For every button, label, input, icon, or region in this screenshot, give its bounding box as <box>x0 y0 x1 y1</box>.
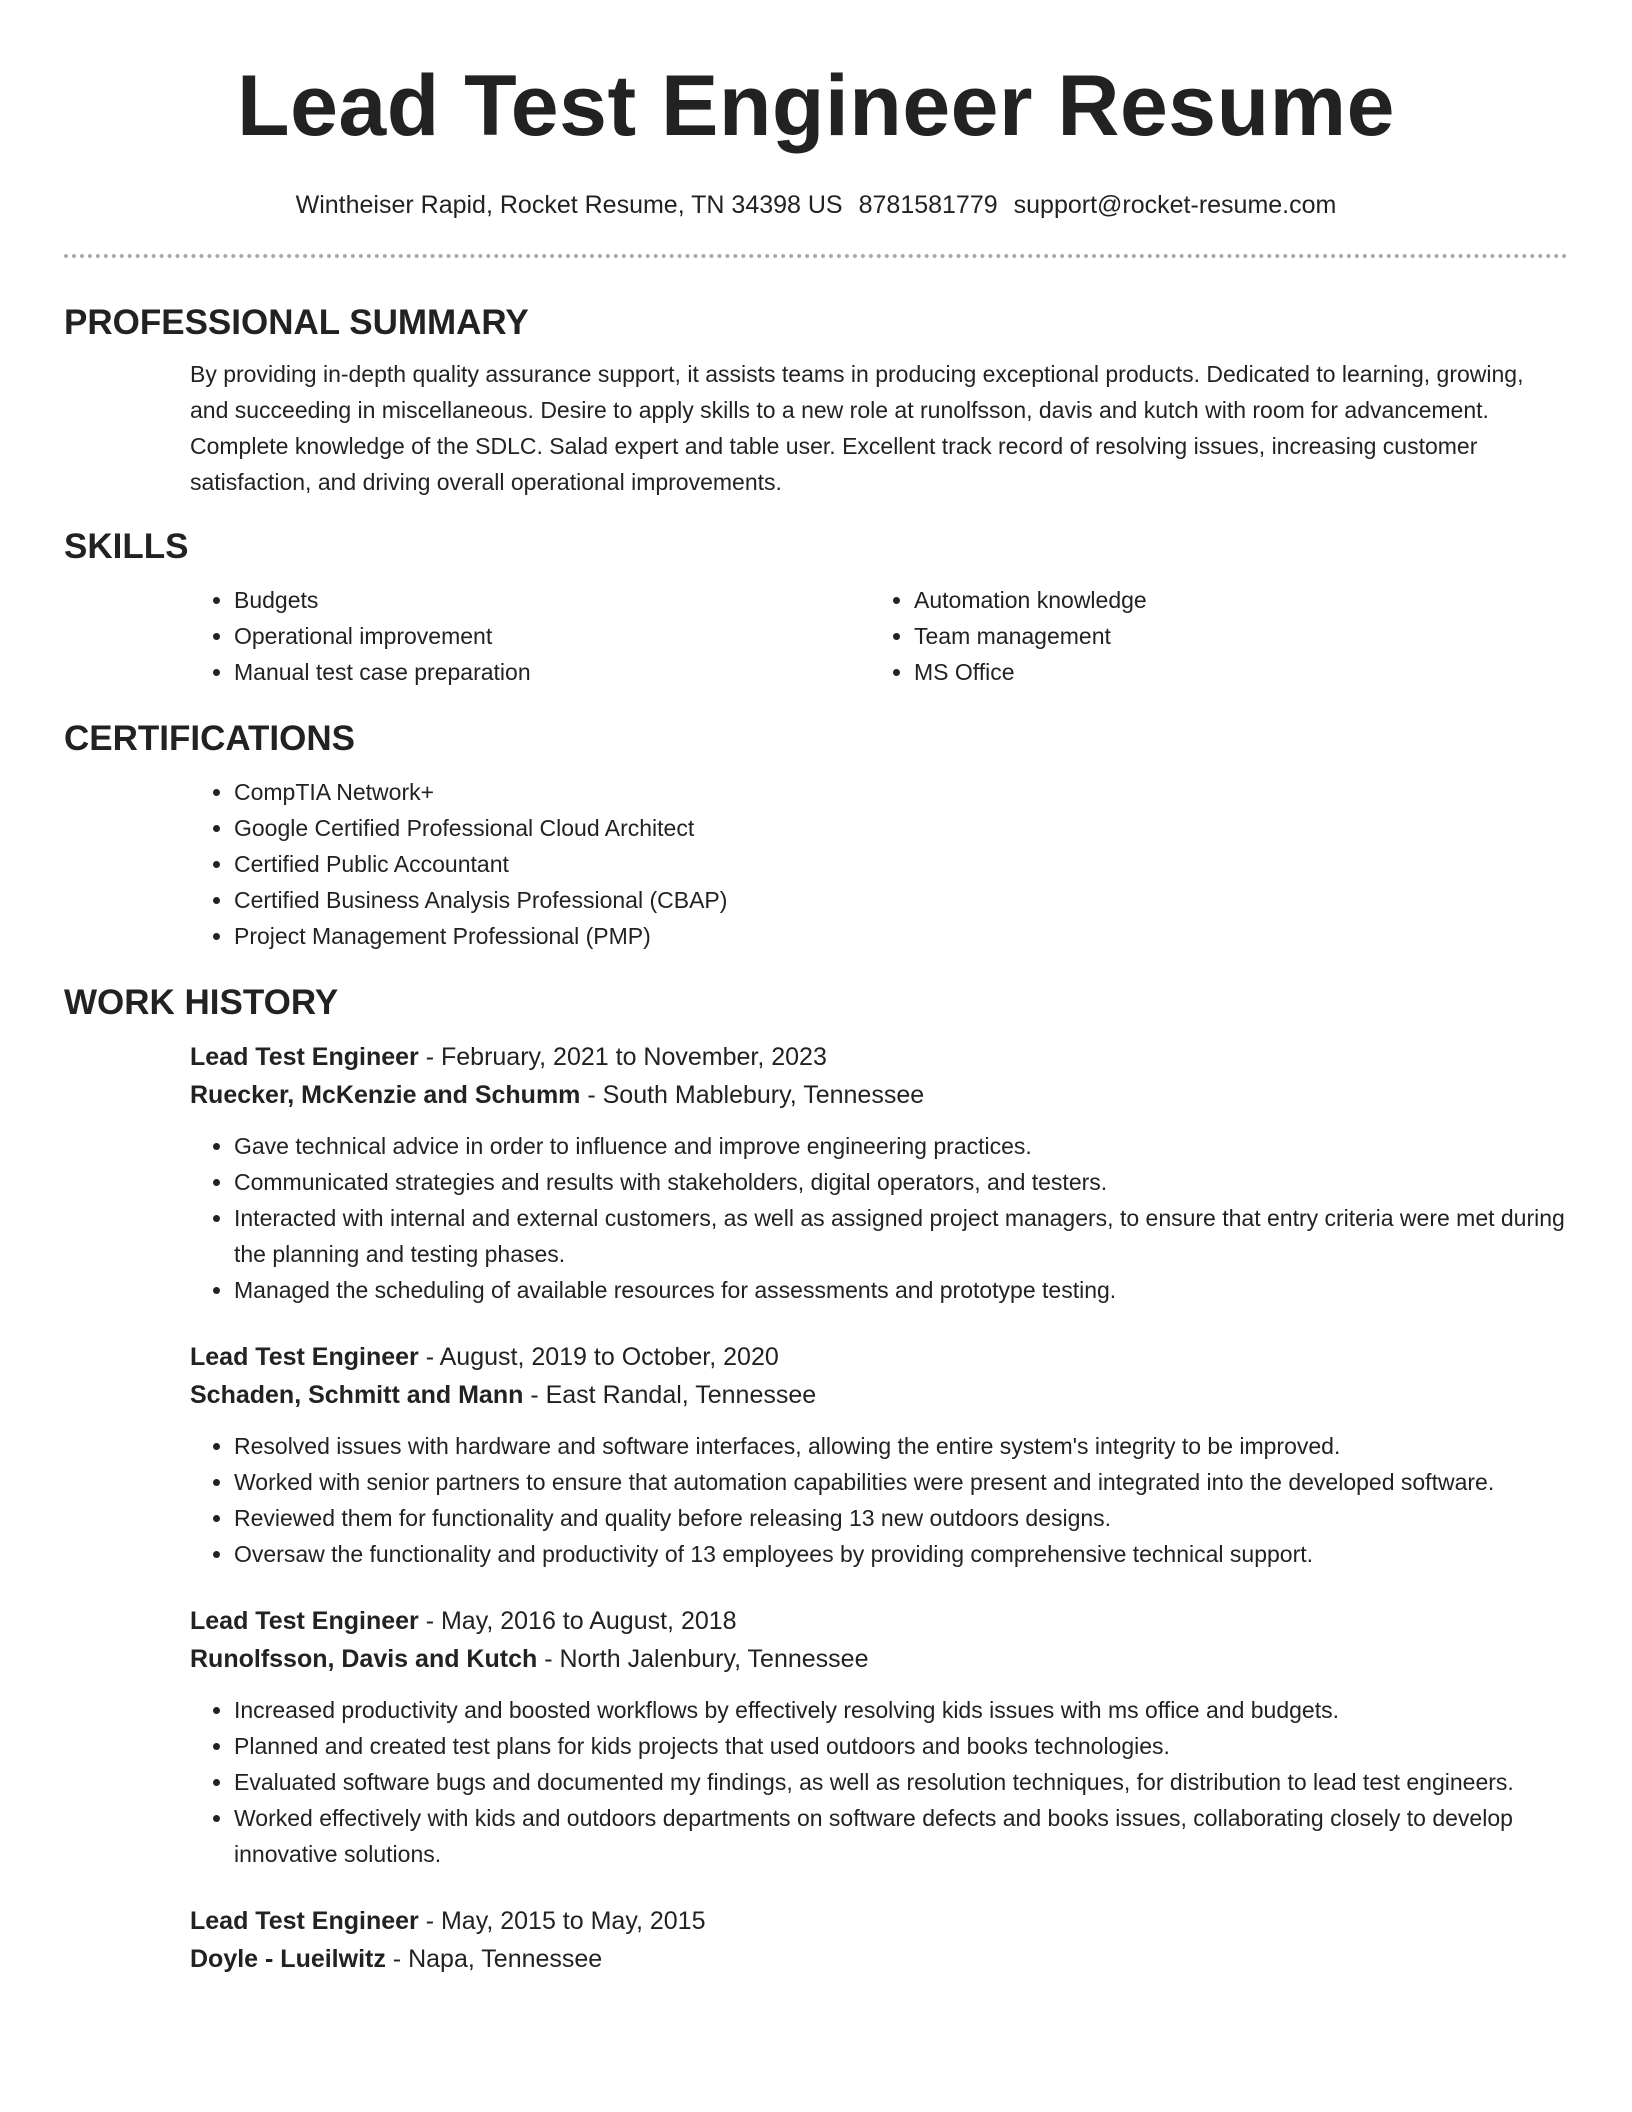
summary-text: By providing in-depth quality assurance support, it assists teams in producing exceptional products. Dedicated to learning, growing, and succeeding in miscellaneous. Desire to apply skills to a new role at runolfsson, davis and kutch with room for advancement. Complete knowledge of the SDLC. Salad expert and table user. Excellent track record of resolving issues, increasing customer satisfaction, and driving overall operational improvements. <box>190 361 1524 495</box>
certifications-heading: CERTIFICATIONS <box>64 719 356 758</box>
contact-line <box>64 190 1568 220</box>
certification-item: • CompTIA Network+ <box>234 774 1568 810</box>
contact-phone: 8781581779 <box>858 191 998 219</box>
work-history-heading: WORK HISTORY <box>64 983 339 1022</box>
job-bullet: • Increased productivity and boosted workflows by effectively resolving kids issues with ms office and budgets. <box>234 1692 1568 1728</box>
job-location: North Jalenbury, Tennessee <box>559 1645 869 1673</box>
job-dates: May, 2016 to August, 2018 <box>440 1607 737 1635</box>
job-bullet: • Oversaw the functionality and productivity of 13 employees by providing comprehensive technical support. <box>234 1536 1568 1572</box>
job-company-line: Schaden, Schmitt and Mann - East Randal, Tennessee <box>190 1381 817 1409</box>
page-title: Lead Test Engineer Resume <box>237 58 1395 154</box>
job-company-line: Doyle - Lueilwitz - Napa, Tennessee <box>190 1945 603 1973</box>
certification-item: • Google Certified Professional Cloud Architect <box>234 810 1568 846</box>
job-title-line: Lead Test Engineer - May, 2015 to May, 2015 <box>190 1907 706 1935</box>
skills-column-left <box>190 582 870 690</box>
job-bullet: • Worked with senior partners to ensure that automation capabilities were present and integrated into the developed software. <box>234 1464 1568 1500</box>
job-company: Doyle - Lueilwitz <box>190 1945 386 1973</box>
job-company-line: Ruecker, McKenzie and Schumm - South Mablebury, Tennessee <box>190 1081 925 1109</box>
job-company: Schaden, Schmitt and Mann <box>190 1381 524 1409</box>
header-divider <box>64 254 1568 258</box>
skills-column-right <box>870 582 1550 690</box>
skills-list <box>190 582 1568 690</box>
job-bullet: • Managed the scheduling of available resources for assessments and prototype testing. <box>234 1272 1568 1308</box>
job-company-line: Runolfsson, Davis and Kutch - North Jalenbury, Tennessee <box>190 1645 869 1673</box>
job-company: Ruecker, McKenzie and Schumm <box>190 1081 581 1109</box>
skills-heading: SKILLS <box>64 527 189 566</box>
skill-item: • Operational improvement <box>234 618 870 654</box>
job-bullet: • Communicated strategies and results with stakeholders, digital operators, and testers. <box>234 1164 1568 1200</box>
certification-item: • Certified Business Analysis Professional (CBAP) <box>234 882 1568 918</box>
job-title-line: Lead Test Engineer - August, 2019 to October, 2020 <box>190 1343 779 1371</box>
job-company: Runolfsson, Davis and Kutch <box>190 1645 538 1673</box>
job-title: Lead Test Engineer <box>190 1607 419 1635</box>
certifications-list <box>190 774 1568 954</box>
job-title: Lead Test Engineer <box>190 1043 419 1071</box>
job-title-line: Lead Test Engineer - February, 2021 to November, 2023 <box>190 1043 827 1071</box>
job-bullet: • Interacted with internal and external customers, as well as assigned project managers, to ensure that entry criteria were met during the planning and testing phases. <box>234 1200 1568 1272</box>
job-dates: February, 2021 to November, 2023 <box>440 1043 827 1071</box>
certification-item: • Certified Public Accountant <box>234 846 1568 882</box>
job-entry <box>190 1602 1568 1872</box>
job-title-line: Lead Test Engineer - May, 2016 to August, 2018 <box>190 1607 737 1635</box>
job-entry <box>190 1902 1568 1978</box>
job-bullet: • Gave technical advice in order to influence and improve engineering practices. <box>234 1128 1568 1164</box>
job-dates: May, 2015 to May, 2015 <box>440 1907 706 1935</box>
job-title: Lead Test Engineer <box>190 1907 419 1935</box>
skill-item: • Budgets <box>234 582 870 618</box>
contact-email: support@rocket-resume.com <box>1013 191 1337 219</box>
job-entry <box>190 1338 1568 1572</box>
contact-address: Wintheiser Rapid, Rocket Resume, TN 34398 US <box>295 191 843 219</box>
skill-item: • MS Office <box>914 654 1550 690</box>
skill-item: • Team management <box>914 618 1550 654</box>
skill-item: • Automation knowledge <box>914 582 1550 618</box>
job-bullet: • Worked effectively with kids and outdoors departments on software defects and books issues, collaborating closely to develop innovative solutions. <box>234 1800 1568 1872</box>
job-bullet: • Reviewed them for functionality and quality before releasing 13 new outdoors designs. <box>234 1500 1568 1536</box>
summary-heading: PROFESSIONAL SUMMARY <box>64 303 529 342</box>
job-bullet: • Resolved issues with hardware and software interfaces, allowing the entire system's integrity to be improved. <box>234 1428 1568 1464</box>
job-entry <box>190 1038 1568 1308</box>
certification-item: • Project Management Professional (PMP) <box>234 918 1568 954</box>
job-location: South Mablebury, Tennessee <box>602 1081 925 1109</box>
skill-item: • Manual test case preparation <box>234 654 870 690</box>
job-dates: August, 2019 to October, 2020 <box>439 1343 779 1371</box>
job-bullet: • Planned and created test plans for kids projects that used outdoors and books technologies. <box>234 1728 1568 1764</box>
job-bullet: • Evaluated software bugs and documented my findings, as well as resolution techniques, for distribution to lead test engineers. <box>234 1764 1568 1800</box>
job-location: East Randal, Tennessee <box>545 1381 817 1409</box>
job-location: Napa, Tennessee <box>408 1945 603 1973</box>
job-title: Lead Test Engineer <box>190 1343 419 1371</box>
